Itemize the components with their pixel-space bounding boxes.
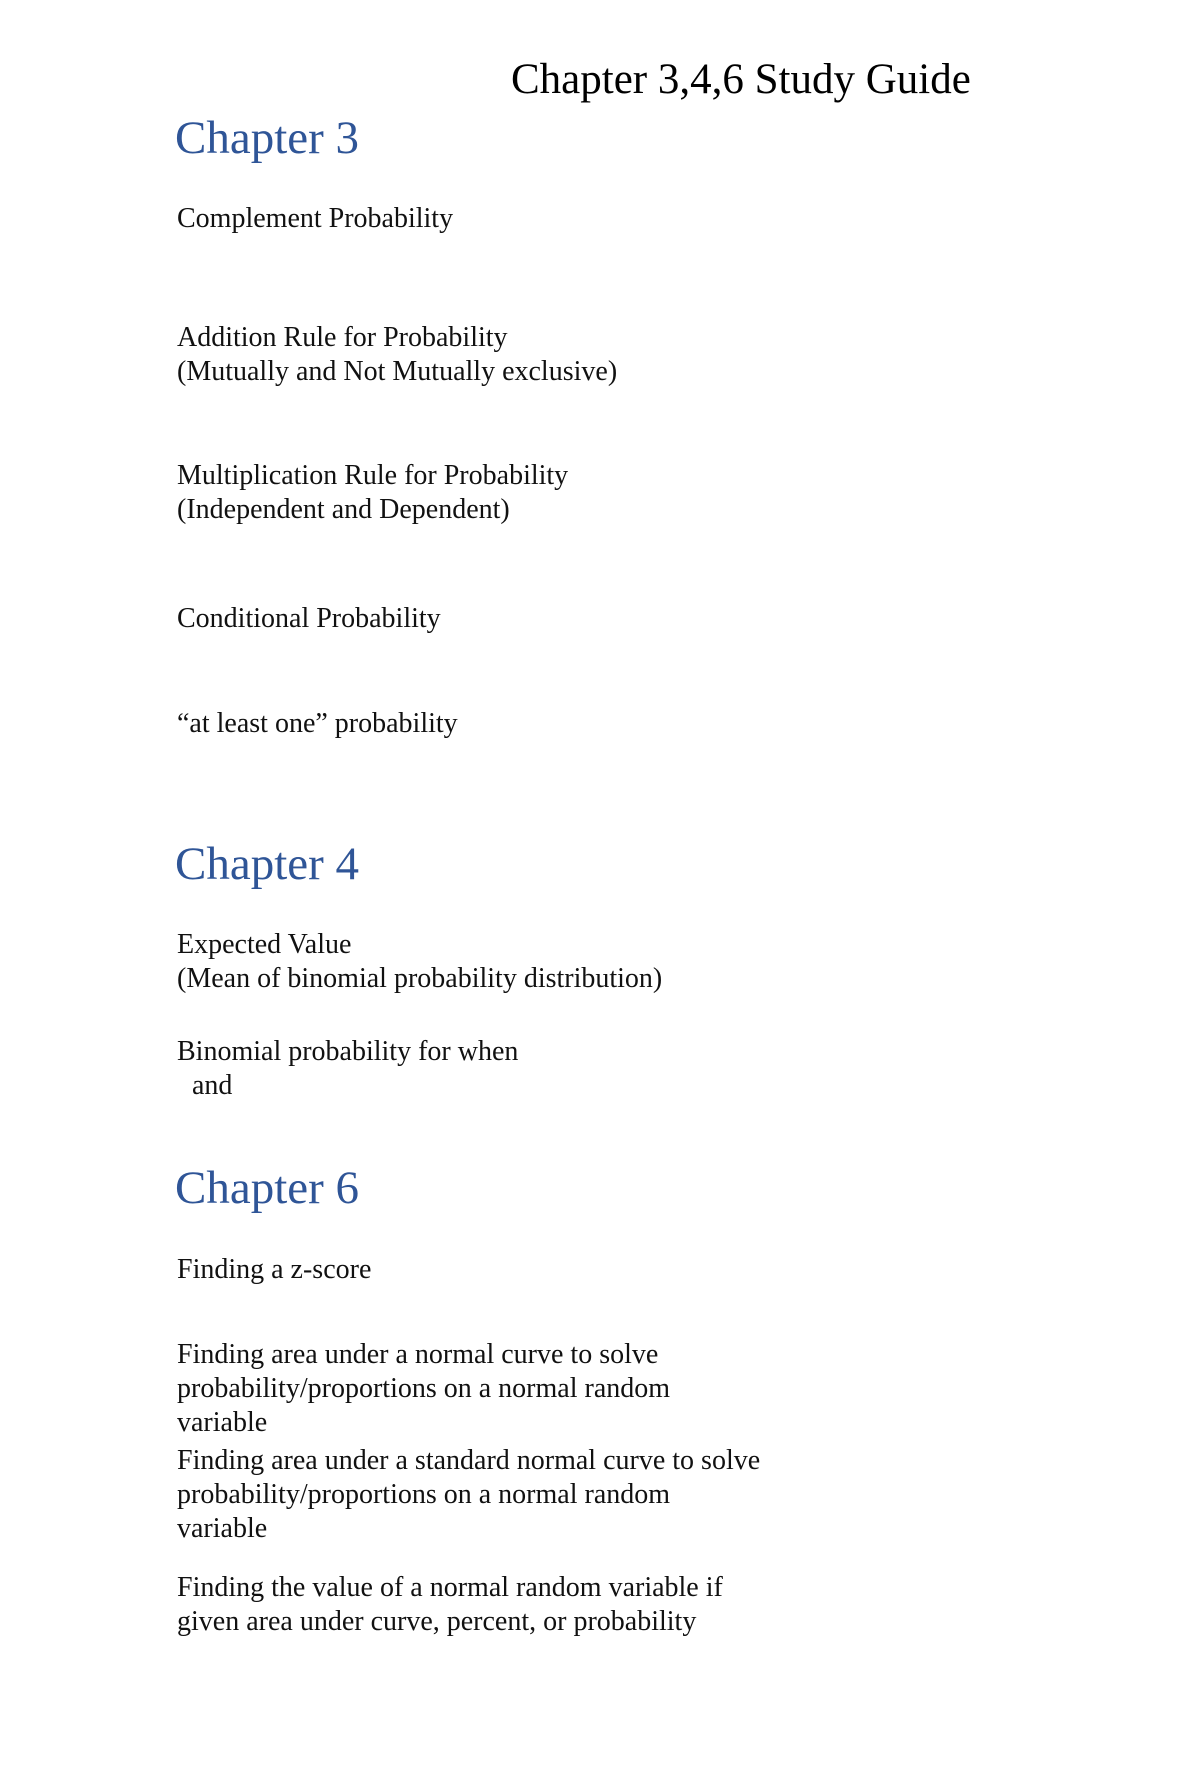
- topic-line: (Independent and Dependent): [177, 494, 510, 525]
- topic-line: Addition Rule for Probability: [177, 322, 508, 353]
- topic-area-under-standard-normal-curve: [177, 1444, 760, 1546]
- topic-line: Finding area under a normal curve to solve: [177, 1339, 659, 1370]
- topic-addition-rule: [177, 321, 617, 389]
- document-title: Chapter 3,4,6 Study Guide: [511, 56, 971, 103]
- topic-line: Finding the value of a normal random variable if: [177, 1572, 723, 1603]
- topic-line: and: [192, 1070, 233, 1101]
- topic-area-under-normal-curve: [177, 1338, 670, 1440]
- chapter-4-heading: Chapter 4: [175, 838, 360, 890]
- topic-line: Multiplication Rule for Probability: [177, 460, 569, 491]
- chapter-6-heading: Chapter 6: [175, 1162, 360, 1214]
- topic-line: (Mean of binomial probability distribution): [177, 963, 663, 994]
- topic-line: variable: [177, 1407, 268, 1438]
- topic-line: probability/proportions on a normal random: [177, 1373, 671, 1404]
- topic-finding-z-score: [177, 1253, 371, 1287]
- chapter-3-heading: Chapter 3: [175, 112, 360, 164]
- topic-value-of-normal-random-variable: [177, 1571, 723, 1639]
- topic-line: (Mutually and Not Mutually exclusive): [177, 356, 618, 387]
- topic-line: variable: [177, 1513, 268, 1544]
- topic-line: Expected Value: [177, 929, 352, 960]
- topic-line: probability/proportions on a normal random: [177, 1479, 671, 1510]
- topic-conditional-probability: [177, 602, 441, 636]
- topic-line: Conditional Probability: [177, 603, 441, 634]
- topic-line: Finding a z-score: [177, 1254, 372, 1285]
- topic-line: Binomial probability for when: [177, 1036, 519, 1067]
- topic-at-least-one-probability: [177, 707, 458, 741]
- topic-line: “at least one” probability: [177, 708, 458, 739]
- topic-line: given area under curve, percent, or probability: [177, 1606, 697, 1637]
- topic-expected-value: [177, 928, 662, 996]
- topic-line: Complement Probability: [177, 203, 454, 234]
- topic-multiplication-rule: [177, 459, 568, 527]
- topic-line: Finding area under a standard normal curve to solve: [177, 1445, 761, 1476]
- topic-complement-probability: [177, 202, 453, 236]
- topic-binomial-probability: [177, 1035, 518, 1103]
